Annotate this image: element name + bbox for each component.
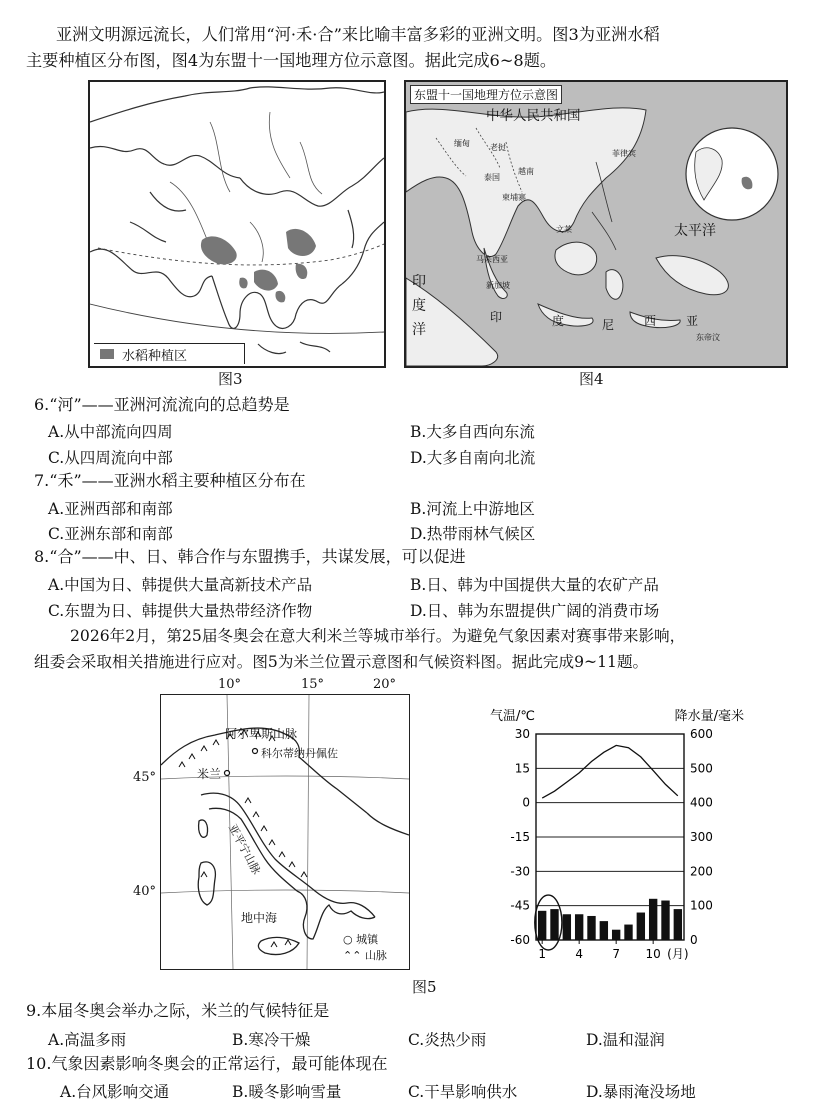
precip-bar	[587, 916, 595, 940]
indian-ocean-char-3: 洋	[412, 322, 426, 338]
label-malaysia: 马来西亚	[476, 255, 508, 264]
lon-label-15: 15°	[301, 677, 325, 692]
month-tick-label: 4	[575, 947, 583, 961]
figure-5-caption: 图5	[412, 978, 437, 996]
precip-bar	[661, 901, 669, 940]
indonesia-char-2: 度	[552, 314, 565, 328]
q8-option-a: A.中国为日、韩提供大量高新技术产品	[48, 576, 313, 594]
q9-stem: 9.本届冬奥会举办之际，米兰的气候特征是	[26, 1001, 330, 1020]
q6-option-d: D.大多自南向北流	[410, 449, 536, 467]
q10-option-a: A.台风影响交通	[60, 1083, 170, 1101]
precip-bar	[563, 914, 571, 940]
precip-bar	[674, 909, 682, 940]
q8-option-d: D.日、韩为东盟提供广阔的消费市场	[410, 602, 660, 620]
fig4-pacific-label: 太平洋	[674, 223, 716, 239]
temp-tick-label: 30	[514, 727, 530, 741]
q8-stem: 8.“合”——中、日、韩合作与东盟携手，共谋发展，可以促进	[34, 547, 466, 566]
precip-tick-label: 0	[690, 933, 698, 947]
month-tick-label: 10	[645, 947, 661, 961]
q8-option-b: B.日、韩为中国提供大量的农矿产品	[410, 576, 659, 594]
figure-3-caption: 图3	[218, 370, 243, 388]
month-tick-label: 1	[538, 947, 546, 961]
town-legend-label: 城镇	[356, 933, 379, 946]
alps-label: 阿尔卑斯山脉	[225, 727, 298, 741]
intro2-line-1: 2026年2月，第25届冬奥会在意大利米兰等城市举行。为避免气象因素对赛事带来影响，	[70, 627, 686, 645]
q10-option-b: B.暖冬影响雪量	[232, 1083, 342, 1101]
q10-stem: 10.气象因素影响冬奥会的正常运行，最可能体现在	[26, 1054, 388, 1073]
q7-option-b: B.河流上中游地区	[410, 500, 535, 518]
temp-tick-label: -15	[510, 830, 530, 844]
label-myanmar: 缅甸	[454, 139, 470, 148]
temp-axis-title: 气温/℃	[490, 709, 535, 724]
fig3-legend	[94, 343, 245, 364]
precip-bar	[550, 909, 558, 940]
temp-tick-label: 15	[514, 761, 530, 776]
precip-bar	[612, 930, 620, 940]
cortina-label: 科尔蒂纳丹佩佐	[261, 747, 338, 760]
q6-option-a: A.从中部流向四周	[48, 423, 173, 441]
asean-map-drawing	[406, 82, 786, 366]
precip-tick-label: 600	[690, 727, 713, 741]
town-legend-icon: ○	[343, 933, 353, 946]
precip-bar	[538, 911, 546, 940]
q9-option-c: C.炎热少雨	[408, 1031, 487, 1049]
label-laos: 老挝	[490, 143, 506, 152]
indonesia-char-1: 印	[490, 310, 503, 324]
lat-label-40: 40°	[133, 884, 157, 899]
temperature-line	[542, 745, 678, 798]
label-vietnam: 越南	[518, 167, 534, 176]
lat-label-45: 45°	[133, 770, 157, 785]
q7-option-a: A.亚洲西部和南部	[48, 500, 173, 518]
month-tick-label: 7	[612, 947, 620, 961]
figure-4-caption: 图4	[579, 370, 604, 388]
precip-tick-label: 400	[690, 795, 713, 810]
label-thailand: 泰国	[484, 173, 500, 182]
rice-legend-swatch	[100, 349, 114, 359]
precip-tick-label: 300	[690, 830, 713, 844]
indian-ocean-char-2: 度	[412, 298, 426, 314]
apennines-label: 亚平宁山脉	[225, 821, 264, 877]
q6-option-c: C.从四周流向中部	[48, 449, 173, 467]
q10-option-c: C.干旱影响供水	[408, 1083, 518, 1101]
lon-label-10: 10°	[218, 677, 242, 692]
label-timor-leste: 东帝汶	[696, 333, 720, 342]
milan-label: 米兰	[197, 767, 222, 781]
figure-4-asean-map	[404, 80, 788, 368]
precip-tick-label: 500	[690, 761, 713, 776]
q9-option-b: B.寒冷干燥	[232, 1031, 311, 1049]
precip-bar	[637, 913, 645, 940]
q9-option-d: D.温和湿润	[586, 1031, 665, 1049]
q10-option-d: D.暴雨淹没场地	[586, 1083, 696, 1101]
label-singapore: 新加坡	[486, 281, 510, 290]
label-brunei: 文莱	[556, 225, 572, 234]
q9-option-a: A.高温多雨	[48, 1031, 127, 1049]
indian-ocean-char-1: 印	[412, 274, 426, 290]
legend-town	[343, 931, 378, 947]
asia-map-drawing	[90, 82, 384, 366]
fig4-indian-ocean-label	[412, 270, 428, 342]
q8-option-c: C.东盟为日、韩提供大量热带经济作物	[48, 602, 313, 620]
precip-bar	[600, 921, 608, 940]
q6-stem: 6.“河”——亚洲河流流向的总趋势是	[34, 395, 290, 414]
fig4-china-label: 中华人民共和国	[486, 108, 581, 124]
intro2-line-2: 组委会采取相关措施进行应对。图5为米兰位置示意图和气候资料图。据此完成9~11题。	[34, 653, 649, 671]
label-philippines: 菲律宾	[612, 149, 636, 158]
indonesia-char-5: 亚	[686, 314, 699, 328]
rice-legend-label: 水稻种植区	[122, 349, 188, 364]
legend-mountain	[343, 947, 387, 963]
temp-tick-label: -30	[510, 864, 530, 879]
precip-tick-label: 200	[690, 864, 713, 879]
indonesia-char-3: 尼	[602, 318, 615, 332]
precipitation-bars	[538, 899, 682, 940]
figure-3-asia-rice-map	[88, 80, 386, 368]
precip-bar	[624, 925, 632, 940]
q6-option-b: B.大多自西向东流	[410, 423, 535, 441]
temp-tick-label: 0	[522, 795, 530, 810]
temp-tick-label: -45	[510, 898, 530, 913]
q7-stem: 7.“禾”——亚洲水稻主要种植区分布在	[34, 471, 306, 490]
intro-line-1: 亚洲文明源远流长，人们常用“河·禾·合”来比喻丰富多彩的亚洲文明。图3为亚洲水稻	[56, 25, 660, 44]
indonesia-char-4: 西	[644, 314, 657, 328]
precip-bar	[575, 914, 583, 940]
q7-option-d: D.热带雨林气候区	[410, 525, 536, 543]
q7-option-c: C.亚洲东部和南部	[48, 525, 173, 543]
precip-axis-title: 降水量/毫米	[674, 709, 744, 724]
label-cambodia: 柬埔寨	[502, 193, 526, 202]
precip-tick-label: 100	[690, 898, 713, 913]
precip-bar	[649, 899, 657, 940]
mediterranean-label: 地中海	[241, 911, 278, 925]
month-unit-label: (月)	[667, 947, 689, 961]
figure-5-italy-map	[160, 694, 410, 970]
fig4-title: 东盟十一国地理方位示意图	[410, 85, 562, 104]
milan-climate-chart	[488, 700, 748, 986]
temp-tick-label: -60	[510, 933, 530, 947]
mountain-legend-icon: ⌃⌃	[343, 949, 362, 962]
mountain-legend-label: 山脉	[364, 949, 387, 962]
intro-line-2: 主要种植区分布图，图4为东盟十一国地理方位示意图。据此完成6~8题。	[26, 51, 557, 70]
lon-label-20: 20°	[373, 677, 397, 692]
